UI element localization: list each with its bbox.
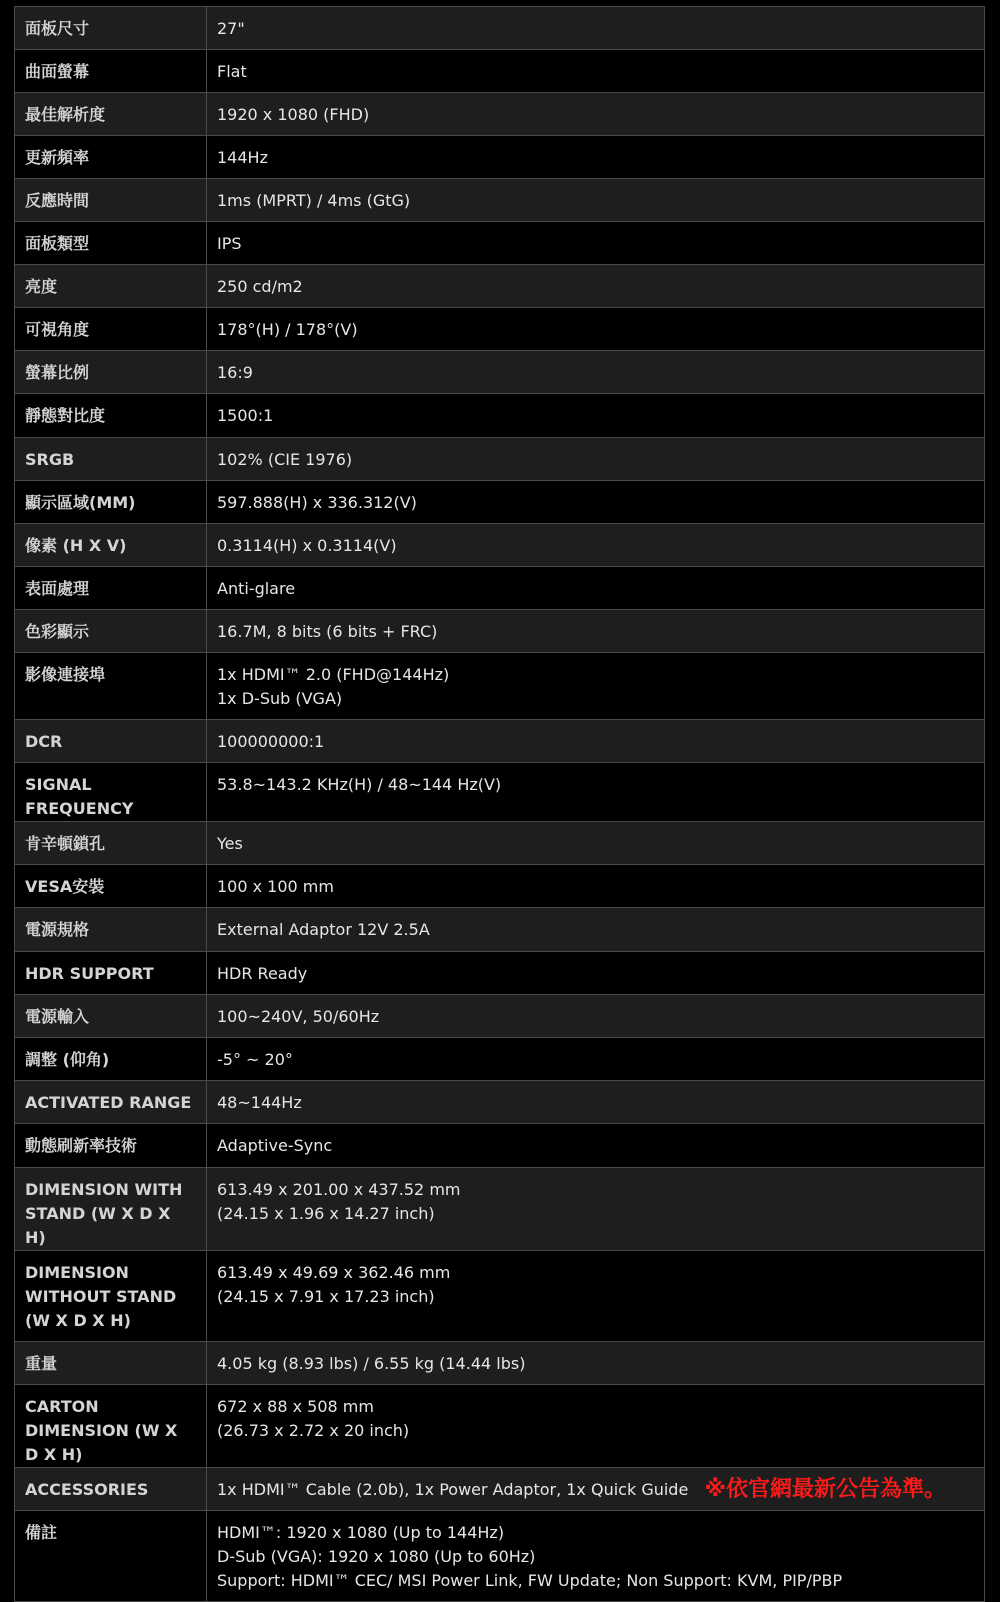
spec-value [207,1251,985,1342]
spec-value [207,1385,985,1468]
spec-value-line: D-Sub (VGA): 1920 x 1080 (Up to 60Hz) [217,1547,536,1566]
spec-label: DIMENSION WITH STAND (W X D X H) [15,1168,207,1251]
spec-row [15,265,985,308]
spec-value-line: 1x HDMI™ Cable (2.0b), 1x Power Adaptor, 1x Quick Guide [217,1480,689,1499]
spec-row [15,1342,985,1385]
spec-row [15,524,985,567]
spec-label: 電源輸入 [15,995,207,1038]
spec-value-wrap [217,146,974,170]
spec-value-wrap [217,730,974,754]
spec-row [15,1511,985,1602]
spec-label: 重量 [15,1342,207,1385]
spec-value-wrap [217,448,974,472]
spec-row [15,995,985,1038]
spec-label: 備註 [15,1511,207,1602]
spec-label: 靜態對比度 [15,394,207,438]
spec-value-line: 16.7M, 8 bits (6 bits + FRC) [217,622,438,641]
spec-value-wrap [217,1091,974,1115]
spec-value [207,265,985,308]
spec-label: 肯辛頓鎖孔 [15,822,207,865]
spec-row [15,763,985,822]
spec-row [15,438,985,481]
spec-row [15,351,985,394]
spec-label: 反應時間 [15,179,207,222]
spec-label: 螢幕比例 [15,351,207,394]
spec-value-line: -5° ~ 20° [217,1050,293,1069]
spec-row [15,908,985,952]
spec-value-wrap [217,620,974,644]
spec-row [15,1385,985,1468]
spec-value-line: 613.49 x 49.69 x 362.46 mm [217,1263,451,1282]
spec-value-line: 672 x 88 x 508 mm [217,1397,374,1416]
spec-value-wrap [217,534,974,558]
spec-value [207,308,985,351]
spec-value-wrap [217,1352,974,1376]
spec-value-line: 16:9 [217,363,253,382]
spec-label: ACCESSORIES [15,1468,207,1511]
spec-row [15,653,985,720]
spec-label: DCR [15,720,207,763]
spec-value-wrap [217,773,974,797]
spec-value-wrap [217,1134,974,1158]
spec-value [207,908,985,952]
spec-label: 動態刷新率技術 [15,1124,207,1168]
spec-value-line: HDMI™: 1920 x 1080 (Up to 144Hz) [217,1523,505,1542]
spec-value [207,653,985,720]
spec-row [15,481,985,524]
spec-value-line: 613.49 x 201.00 x 437.52 mm [217,1180,461,1199]
spec-value-line: 1x HDMI™ 2.0 (FHD@144Hz) [217,665,450,684]
spec-label: 調整 (仰角) [15,1038,207,1081]
spec-value-line: 597.888(H) x 336.312(V) [217,493,417,512]
spec-label: HDR SUPPORT [15,952,207,995]
spec-value [207,394,985,438]
spec-label: DIMENSION WITHOUT STAND (W X D X H) [15,1251,207,1342]
spec-value [207,1081,985,1124]
spec-value [207,822,985,865]
spec-label: SIGNAL FREQUENCY [15,763,207,822]
spec-value-wrap [217,17,974,41]
spec-label: 最佳解析度 [15,93,207,136]
spec-value-wrap [217,60,974,84]
spec-value [207,567,985,610]
spec-value-wrap [217,318,974,342]
spec-row [15,179,985,222]
spec-row [15,1168,985,1251]
spec-label: 面板類型 [15,222,207,265]
spec-value [207,610,985,653]
spec-value-wrap [217,1478,974,1502]
spec-value [207,1511,985,1602]
spec-value-line: Anti-glare [217,579,296,598]
spec-value-wrap [217,663,974,711]
spec-value [207,952,985,995]
spec-value-line: 100000000:1 [217,732,325,751]
spec-value [207,179,985,222]
spec-value [207,865,985,908]
official-notice-text: ※依官網最新公告為準。 [704,1477,946,1502]
spec-value [207,481,985,524]
spec-value [207,50,985,93]
spec-value [207,7,985,50]
spec-value-line: Flat [217,62,247,81]
spec-row [15,1038,985,1081]
spec-value-line: 250 cd/m2 [217,277,303,296]
spec-value-wrap [217,918,974,942]
spec-row [15,720,985,763]
spec-value-line: 144Hz [217,148,268,167]
spec-label: 顯示區域(MM) [15,481,207,524]
spec-label: 色彩顯示 [15,610,207,653]
spec-row [15,136,985,179]
spec-value [207,222,985,265]
spec-value-line: (24.15 x 7.91 x 17.23 inch) [217,1287,435,1306]
spec-value-line: 1x D-Sub (VGA) [217,689,343,708]
spec-value-line: Adaptive-Sync [217,1136,333,1155]
spec-row [15,952,985,995]
spec-value [207,1124,985,1168]
spec-value-line: 102% (CIE 1976) [217,450,353,469]
spec-value [207,720,985,763]
spec-value-wrap [217,189,974,213]
spec-value [207,995,985,1038]
spec-value [207,1468,985,1511]
spec-label: 電源規格 [15,908,207,952]
spec-row [15,1468,985,1511]
spec-label: ACTIVATED RANGE [15,1081,207,1124]
spec-value-wrap [217,275,974,299]
spec-value-wrap [217,1005,974,1029]
spec-value-line: 1500:1 [217,406,274,425]
spec-value-line: 1ms (MPRT) / 4ms (GtG) [217,191,411,210]
spec-value-wrap [217,491,974,515]
spec-value-line: External Adaptor 12V 2.5A [217,920,430,939]
spec-value [207,763,985,822]
spec-value-wrap [217,832,974,856]
spec-row [15,1081,985,1124]
spec-value-wrap [217,404,974,428]
spec-value-line: (26.73 x 2.72 x 20 inch) [217,1421,410,1440]
spec-row [15,93,985,136]
spec-value-line: 27" [217,19,245,38]
spec-value-line: (24.15 x 1.96 x 14.27 inch) [217,1204,435,1223]
spec-value-line: HDR Ready [217,964,308,983]
spec-value-wrap [217,1521,974,1593]
spec-value-line: Yes [217,834,243,853]
spec-value-wrap [217,1395,974,1443]
spec-value-wrap [217,232,974,256]
spec-value-wrap [217,361,974,385]
spec-value [207,438,985,481]
spec-label: 更新頻率 [15,136,207,179]
spec-value-wrap [217,962,974,986]
spec-label: CARTON DIMENSION (W X D X H) [15,1385,207,1468]
spec-value-wrap [217,1178,974,1226]
spec-value-wrap [217,1261,974,1309]
spec-value [207,524,985,567]
spec-row [15,50,985,93]
spec-row [15,1251,985,1342]
spec-value-line: Support: HDMI™ CEC/ MSI Power Link, FW Update; Non Support: KVM, PIP/PBP [217,1571,843,1590]
spec-value [207,136,985,179]
spec-row [15,308,985,351]
spec-value-wrap [217,103,974,127]
spec-value-line: 48~144Hz [217,1093,302,1112]
spec-label: VESA安裝 [15,865,207,908]
spec-value-line: 178°(H) / 178°(V) [217,320,358,339]
spec-row [15,610,985,653]
spec-label: SRGB [15,438,207,481]
spec-table-body [15,7,985,1602]
spec-value-wrap [217,875,974,899]
spec-value-line: 1920 x 1080 (FHD) [217,105,370,124]
spec-label: 像素 (H X V) [15,524,207,567]
spec-value-wrap [217,577,974,601]
spec-row [15,567,985,610]
spec-row [15,865,985,908]
spec-value [207,1168,985,1251]
spec-label: 影像連接埠 [15,653,207,720]
spec-value-line: IPS [217,234,242,253]
spec-value [207,93,985,136]
spec-label: 面板尺寸 [15,7,207,50]
spec-row [15,394,985,438]
spec-value-line: 100~240V, 50/60Hz [217,1007,380,1026]
spec-value-line: 4.05 kg (8.93 lbs) / 6.55 kg (14.44 lbs) [217,1354,526,1373]
spec-value-wrap [217,1048,974,1072]
spec-row [15,7,985,50]
spec-label: 曲面螢幕 [15,50,207,93]
spec-table [14,6,985,1602]
spec-value-line: 100 x 100 mm [217,877,334,896]
spec-value-line: 0.3114(H) x 0.3114(V) [217,536,397,555]
spec-label: 亮度 [15,265,207,308]
spec-value [207,1038,985,1081]
spec-value [207,1342,985,1385]
spec-row [15,1124,985,1168]
spec-value-line: 53.8~143.2 KHz(H) / 48~144 Hz(V) [217,775,502,794]
spec-value [207,351,985,394]
spec-label: 可視角度 [15,308,207,351]
spec-row [15,222,985,265]
spec-label: 表面處理 [15,567,207,610]
spec-row [15,822,985,865]
